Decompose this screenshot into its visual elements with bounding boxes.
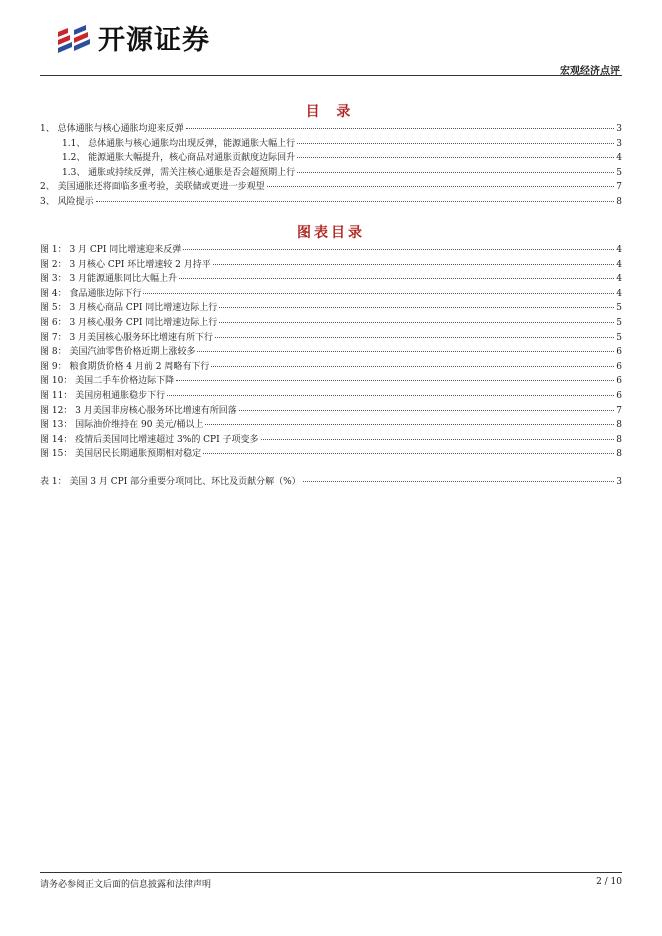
figure-entry-label: 图 6： 3 月核心服务 CPI 同比增速边际上行 <box>40 317 218 328</box>
toc-entry-label: 1.2、 能源通胀大幅提升，核心商品对通胀贡献度边际回升 <box>62 153 296 164</box>
figure-entry-label: 图 3： 3 月能源通胀同比大幅上升 <box>40 274 178 285</box>
toc-entry-page: 4 <box>616 153 622 164</box>
figure-entry-page: 4 <box>616 245 622 255</box>
footer-divider <box>40 872 622 873</box>
figure-entry-label: 图 10： 美国二手车价格边际下降 <box>40 376 175 387</box>
company-logo <box>56 22 210 60</box>
toc-entry-label: 3、 风险提示 <box>40 196 94 207</box>
figure-entry-page: 8 <box>616 449 622 460</box>
dot-leader <box>297 133 614 144</box>
figure-entry-page: 5 <box>616 317 622 328</box>
dot-leader <box>179 268 614 279</box>
figure-entry-label: 图 1： 3 月 CPI 同比增速迎来反弹 <box>40 245 182 255</box>
table-entry-page: 3 <box>616 477 622 487</box>
dot-leader <box>197 341 614 352</box>
figure-entry-page: 6 <box>616 390 622 401</box>
dot-leader <box>213 254 615 265</box>
dot-leader <box>211 356 614 367</box>
figure-entry-page: 4 <box>616 274 622 285</box>
dot-leader <box>205 414 614 425</box>
toc-title: 目 录 <box>305 104 357 120</box>
toc-entry-label: 1.1、 总体通胀与核心通胀均出现反弹，能源通胀大幅上行 <box>62 138 296 149</box>
toc-entry-page: 7 <box>616 182 622 193</box>
toc-entry[interactable] <box>40 193 622 208</box>
figure-entry-label: 图 2： 3 月核心 CPI 环比增速较 2 月持平 <box>40 259 211 270</box>
dot-leader <box>267 176 615 187</box>
header-divider <box>40 75 622 76</box>
figure-entry-page: 6 <box>616 361 622 372</box>
dot-leader <box>219 297 614 308</box>
dot-leader <box>261 429 615 440</box>
logo-mark-icon <box>56 24 92 58</box>
dot-leader <box>297 147 614 158</box>
figure-entry-page: 8 <box>616 420 622 431</box>
figure-entry-page: 5 <box>616 332 622 343</box>
figure-entry-label: 图 12： 3 月美国非房核心服务环比增速有所回落 <box>40 405 237 416</box>
footer-disclaimer: 请务必参阅正文后面的信息披露和法律声明 <box>40 880 212 890</box>
figure-entry-page: 8 <box>616 434 622 445</box>
table-entry[interactable] <box>40 473 622 488</box>
tables-list <box>40 473 622 488</box>
dot-leader <box>96 191 615 202</box>
figure-entry-page: 6 <box>616 376 622 387</box>
figure-entry-page: 5 <box>616 303 622 314</box>
toc-entry-label: 1.3、 通胀或持续反弹，需关注核心通胀是否会超预期上行 <box>62 167 296 178</box>
report-type-label: 宏观经济点评 <box>560 66 620 77</box>
figure-entry-page: 7 <box>616 405 622 416</box>
dot-leader <box>203 443 614 454</box>
toc-entry-label: 1、 总体通胀与核心通胀均迎来反弹 <box>40 124 184 134</box>
dot-leader <box>186 118 615 129</box>
dot-leader <box>167 385 614 396</box>
toc-entry-page: 3 <box>616 138 622 149</box>
figures-title: 图表目录 <box>297 225 365 241</box>
dot-leader <box>219 312 614 323</box>
figures-list <box>40 241 622 460</box>
figure-entry-label: 图 9： 粮食期货价格 4 月前 2 周略有下行 <box>40 361 210 372</box>
toc-entry-label: 2、 美国通胀还将面临多重考验，美联储或更进一步观望 <box>40 182 265 193</box>
figure-entry-label: 图 5： 3 月核心商品 CPI 同比增速边际上行 <box>40 303 218 314</box>
page-header <box>0 0 662 80</box>
dot-leader <box>176 370 614 381</box>
toc-list <box>40 120 622 208</box>
figure-entry-page: 4 <box>616 288 622 299</box>
figure-entry-label: 图 7： 3 月美国核心服务环比增速有所下行 <box>40 332 214 343</box>
figure-entry-label: 图 15： 美国居民长期通胀预期相对稳定 <box>40 449 202 460</box>
toc-entry-page: 3 <box>616 124 622 134</box>
toc-entry-page: 5 <box>616 167 622 178</box>
table-entry-label: 表 1： 美国 3 月 CPI 部分重要分项同比、环比及贡献分解（%） <box>40 477 301 487</box>
figure-entry-label: 图 14： 疫情后美国同比增速超过 3%的 CPI 子项变多 <box>40 434 259 445</box>
figure-entry-label: 图 4： 食品通胀边际下行 <box>40 288 142 299</box>
figure-entry-page: 6 <box>616 347 622 358</box>
page-number: 2 / 10 <box>596 877 622 887</box>
figure-entry[interactable] <box>40 445 622 460</box>
figure-entry-page: 4 <box>616 259 622 270</box>
toc-entry-page: 8 <box>616 196 622 207</box>
figure-entry-label: 图 13： 国际油价维持在 90 美元/桶以上 <box>40 420 204 431</box>
dot-leader <box>303 471 615 482</box>
dot-leader <box>143 283 614 294</box>
logo-text: 开源证券 <box>98 25 210 56</box>
dot-leader <box>297 162 614 173</box>
dot-leader <box>239 400 615 411</box>
dot-leader <box>183 239 614 250</box>
figure-entry-label: 图 11： 美国房租通胀稳步下行 <box>40 390 166 401</box>
dot-leader <box>215 327 614 338</box>
figure-entry-label: 图 8： 美国汽油零售价格近期上涨较多 <box>40 347 196 358</box>
